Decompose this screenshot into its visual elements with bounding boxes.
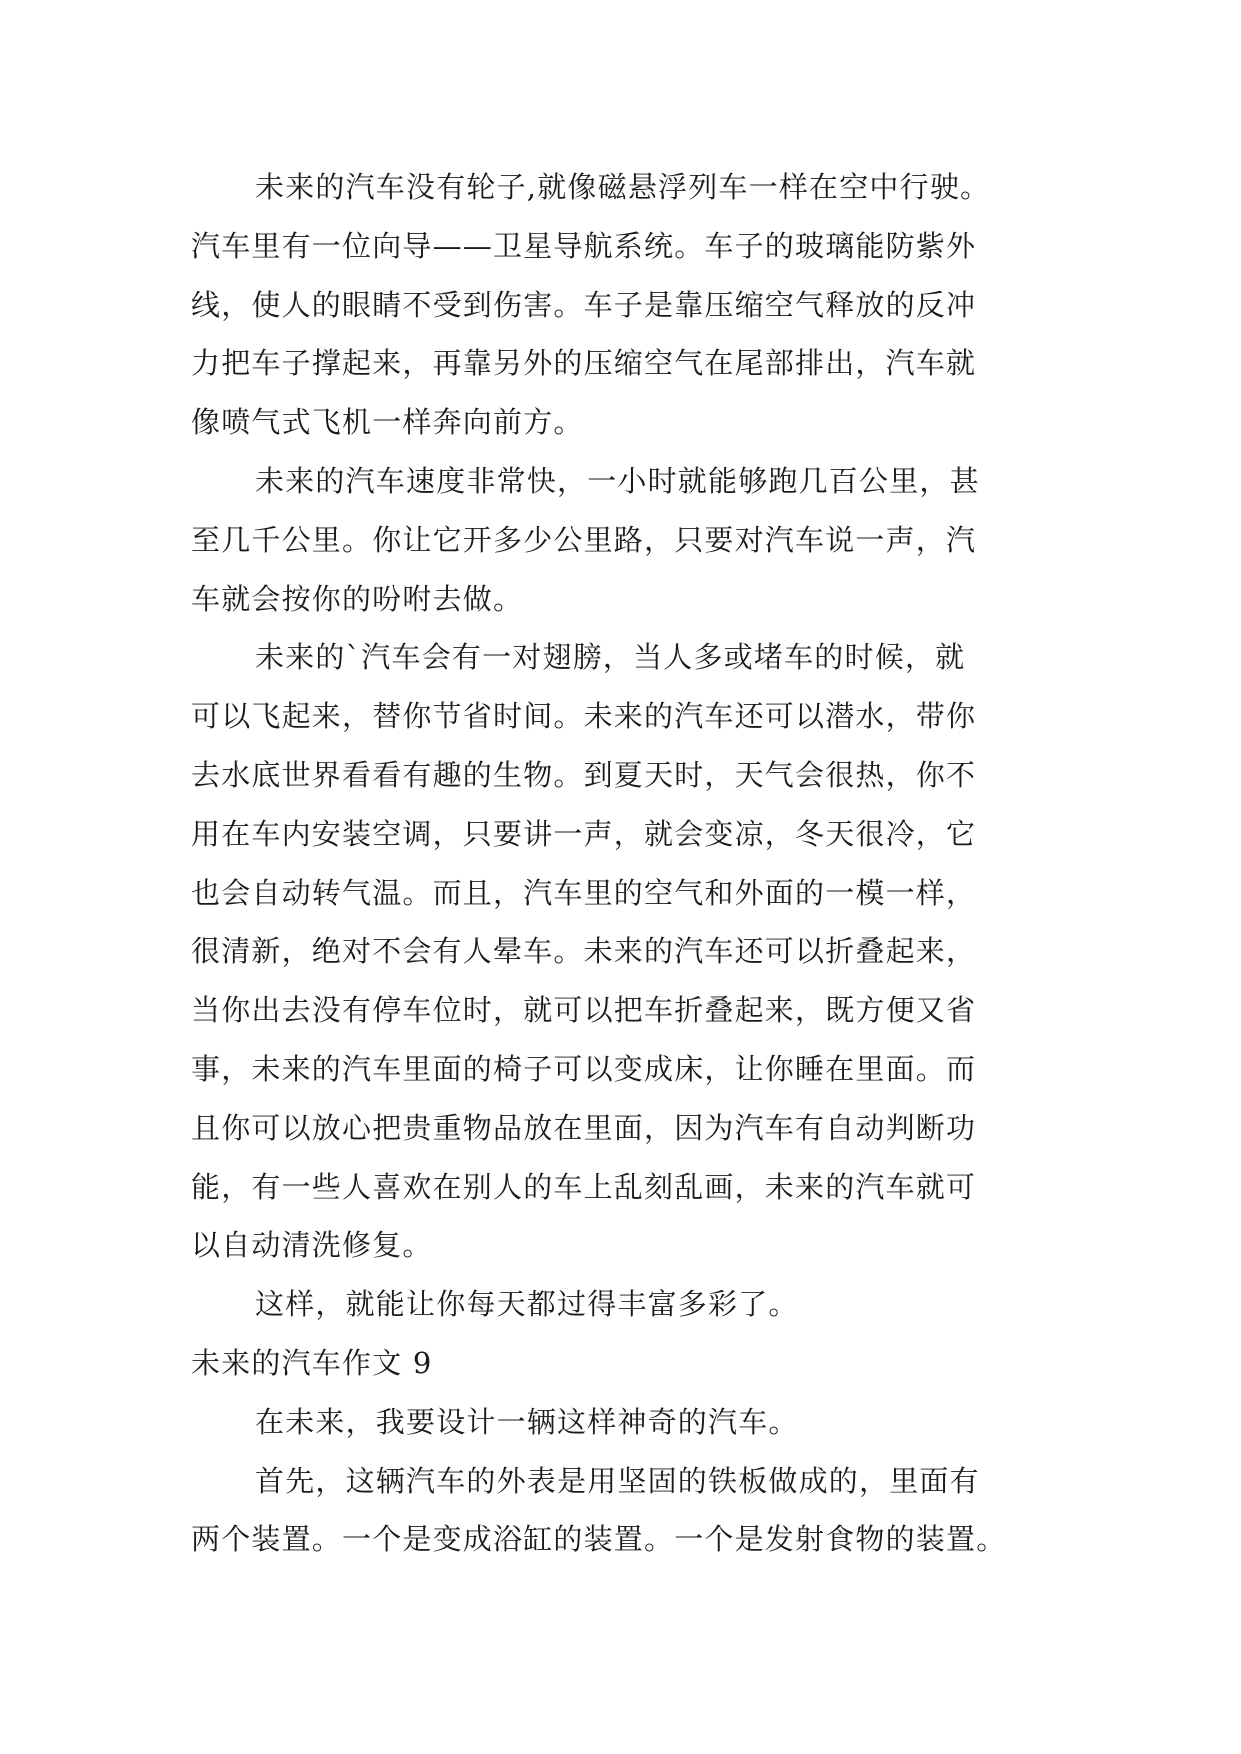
text-line: 也会自动转气温。而且，汽车里的空气和外面的一模一样， [191,875,977,910]
text-line: 当你出去没有停车位时，就可以把车折叠起来，既方便又省 [191,993,977,1028]
text-line: 汽车里有一位向导——卫星导航系统。车子的玻璃能防紫外 [191,228,977,263]
text-line: 未来的汽车速度非常快，一小时就能够跑几百公里，甚 [255,463,980,498]
section-heading: 未来的汽车作文 9 [191,1345,433,1380]
text-line: 用在车内安装空调，只要讲一声，就会变凉，冬天很冷，它 [191,816,977,851]
text-line: 首先，这辆汽车的外表是用坚固的铁板做成的，里面有 [255,1463,980,1498]
text-line: 车就会按你的吩咐去做。 [191,581,524,616]
text-line: 力把车子撑起来，再靠另外的压缩空气在尾部排出，汽车就 [191,346,977,381]
text-line: 至几千公里。你让它开多少公里路，只要对汽车说一声，汽 [191,522,977,557]
text-line: 事，未来的汽车里面的椅子可以变成床，让你睡在里面。而 [191,1051,977,1086]
document-body [191,158,1061,1569]
text-line: 以自动清洗修复。 [191,1228,433,1263]
text-line: 线，使人的眼睛不受到伤害。车子是靠压缩空气释放的反冲 [191,287,977,322]
text-line: 能，有一些人喜欢在别人的车上乱刻乱画，未来的汽车就可 [191,1169,977,1204]
text-line: 可以飞起来，替你节省时间。未来的汽车还可以潜水，带你 [191,699,977,734]
text-line: 未来的汽车没有轮子,就像磁悬浮列车一样在空中行驶。 [255,170,991,204]
text-line: 去水底世界看看有趣的生物。到夏天时，天气会很热，你不 [191,757,977,792]
text-line: 很清新，绝对不会有人晕车。未来的汽车还可以折叠起来， [191,934,977,969]
text-line: 在未来，我要设计一辆这样神奇的汽车。 [255,1404,799,1439]
text-line: 像喷气式飞机一样奔向前方。 [191,405,584,440]
text-line: 未来的`汽车会有一对翅膀，当人多或堵车的时候，就 [255,640,966,675]
text-line: 且你可以放心把贵重物品放在里面，因为汽车有自动判断功 [191,1110,977,1145]
text-line: 两个装置。一个是变成浴缸的装置。一个是发射食物的装置。 [191,1522,1007,1557]
text-line: 这样，就能让你每天都过得丰富多彩了。 [255,1287,799,1322]
